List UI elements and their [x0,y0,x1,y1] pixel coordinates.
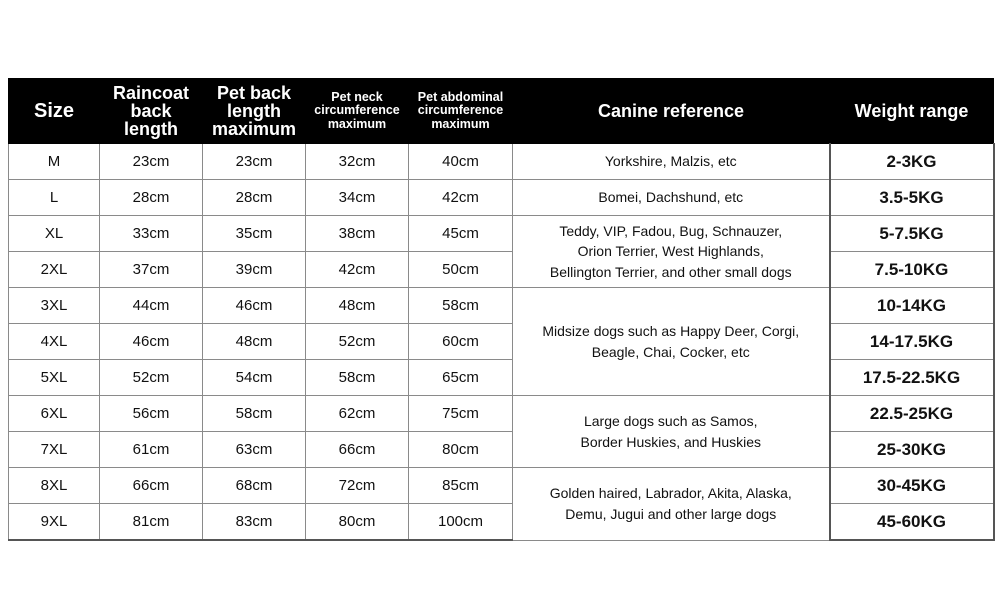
table-row [9,288,994,324]
neck-cell: 58cm [306,360,409,396]
size-cell: 9XL [9,504,100,541]
raincoat-cell: 23cm [100,144,203,180]
table-row [9,216,994,252]
neck-cell: 52cm [306,324,409,360]
header-raincoat-back-length: Raincoat back length [100,79,203,144]
size-cell: 6XL [9,396,100,432]
weight-cell: 22.5-25KG [830,396,994,432]
table-row [9,360,994,396]
canine-reference-cell: Teddy, VIP, Fadou, Bug, Schnauzer, Orion Terrier, West Highlands, Bellington Terrier, and other small dogs [513,216,830,288]
abdominal-cell: 65cm [409,360,513,396]
raincoat-cell: 33cm [100,216,203,252]
neck-cell: 32cm [306,144,409,180]
back-cell: 68cm [203,468,306,504]
table-row [9,396,994,432]
abdominal-cell: 40cm [409,144,513,180]
header-size: Size [9,79,100,144]
table-row [9,432,994,468]
back-cell: 46cm [203,288,306,324]
weight-cell: 2-3KG [830,144,994,180]
neck-cell: 34cm [306,180,409,216]
weight-cell: 45-60KG [830,504,994,541]
back-cell: 35cm [203,216,306,252]
canine-reference-cell: Yorkshire, Malzis, etc [513,144,830,180]
raincoat-cell: 52cm [100,360,203,396]
back-cell: 48cm [203,324,306,360]
back-cell: 58cm [203,396,306,432]
raincoat-cell: 56cm [100,396,203,432]
header-pet-back-length: Pet back length maximum [203,79,306,144]
neck-cell: 42cm [306,252,409,288]
table-body [9,144,994,541]
abdominal-cell: 42cm [409,180,513,216]
weight-cell: 5-7.5KG [830,216,994,252]
abdominal-cell: 58cm [409,288,513,324]
table-row [9,144,994,180]
table-row [9,252,994,288]
back-cell: 54cm [203,360,306,396]
abdominal-cell: 60cm [409,324,513,360]
canine-reference-cell: Large dogs such as Samos, Border Huskies, and Huskies [513,396,830,468]
size-chart [8,78,995,541]
header-abdominal-circumference: Pet abdominal circumference maximum [409,79,513,144]
raincoat-cell: 44cm [100,288,203,324]
weight-cell: 7.5-10KG [830,252,994,288]
size-cell: 3XL [9,288,100,324]
back-cell: 63cm [203,432,306,468]
neck-cell: 66cm [306,432,409,468]
abdominal-cell: 75cm [409,396,513,432]
weight-cell: 25-30KG [830,432,994,468]
weight-cell: 10-14KG [830,288,994,324]
neck-cell: 72cm [306,468,409,504]
weight-cell: 14-17.5KG [830,324,994,360]
header-weight-range: Weight range [830,79,994,144]
header-canine-reference: Canine reference [513,79,830,144]
canine-reference-cell: Bomei, Dachshund, etc [513,180,830,216]
raincoat-cell: 81cm [100,504,203,541]
weight-cell: 3.5-5KG [830,180,994,216]
size-cell: 8XL [9,468,100,504]
back-cell: 23cm [203,144,306,180]
weight-cell: 30-45KG [830,468,994,504]
weight-cell: 17.5-22.5KG [830,360,994,396]
raincoat-cell: 46cm [100,324,203,360]
raincoat-cell: 28cm [100,180,203,216]
size-cell: XL [9,216,100,252]
table-row [9,468,994,504]
back-cell: 39cm [203,252,306,288]
raincoat-cell: 66cm [100,468,203,504]
abdominal-cell: 100cm [409,504,513,541]
table-row [9,504,994,541]
back-cell: 83cm [203,504,306,541]
raincoat-cell: 61cm [100,432,203,468]
size-cell: M [9,144,100,180]
abdominal-cell: 85cm [409,468,513,504]
table-header [9,79,994,144]
canine-reference-cell: Midsize dogs such as Happy Deer, Corgi, Beagle, Chai, Cocker, etc [513,288,830,396]
neck-cell: 62cm [306,396,409,432]
abdominal-cell: 45cm [409,216,513,252]
table-row [9,180,994,216]
neck-cell: 38cm [306,216,409,252]
size-cell: 4XL [9,324,100,360]
size-cell: L [9,180,100,216]
back-cell: 28cm [203,180,306,216]
neck-cell: 48cm [306,288,409,324]
abdominal-cell: 50cm [409,252,513,288]
size-cell: 5XL [9,360,100,396]
neck-cell: 80cm [306,504,409,541]
size-cell: 2XL [9,252,100,288]
table-row [9,324,994,360]
size-table [8,78,995,541]
header-neck-circumference: Pet neck circumference maximum [306,79,409,144]
size-cell: 7XL [9,432,100,468]
abdominal-cell: 80cm [409,432,513,468]
raincoat-cell: 37cm [100,252,203,288]
canine-reference-cell: Golden haired, Labrador, Akita, Alaska, Demu, Jugui and other large dogs [513,468,830,541]
